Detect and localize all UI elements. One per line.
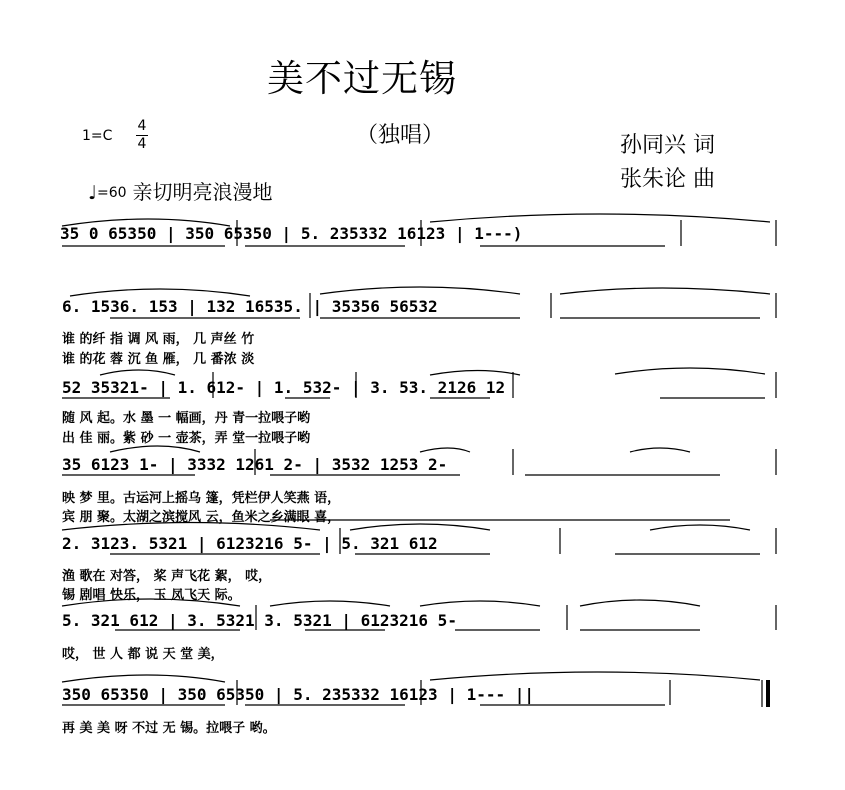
slur-mark <box>100 370 175 375</box>
composer-credit: 张朱论 曲 <box>620 167 715 192</box>
staff-row-5-lyric-1: 渔 歌在 对答， 桨 声飞花 絮， 哎， <box>62 569 272 584</box>
slur-mark <box>62 599 240 606</box>
key-signature: 1=C <box>82 128 113 144</box>
slur-mark <box>62 219 230 226</box>
slur-mark <box>320 287 520 294</box>
slur-mark <box>70 289 250 296</box>
slur-mark <box>430 672 760 680</box>
staff-row-2-lyric-1: 谁 的纤 指 调 风 雨， 几 声丝 竹 <box>62 332 255 347</box>
staff-row-5-lyric-2: 锡 剧唱 快乐， 玉 凤飞天 际。 <box>62 588 241 603</box>
staff-row-6-lyric-1: 哎， 世 人 都 说 天 堂 美， <box>62 647 224 662</box>
slur-mark <box>62 523 320 531</box>
slur-mark <box>420 448 470 452</box>
staff-row-1-notes: 35 0 65350 | 350 65350 | 5. 235332 16123 | 1---) <box>60 224 523 243</box>
slur-mark <box>430 214 770 222</box>
slur-mark <box>420 601 540 606</box>
slur-mark <box>110 446 200 452</box>
slur-mark <box>350 524 490 530</box>
slur-mark <box>270 601 390 606</box>
song-title: 美不过无锡 <box>267 57 457 100</box>
staff-row-7-notes: 350 65350 | 350 65350 | 5. 235332 16123 | 1--- || <box>62 685 535 704</box>
staff-row-5-notes: 2. 3123. 5321 | 6123216 5- | 5. 321 612 <box>62 534 438 553</box>
staff-row-3-notes: 52 35321- | 1. 612- | 1. 532- | 3. 53. 2126 12 <box>62 378 506 397</box>
staff-row-2-notes: 6. 1536. 153 | 132 16535. | 35356 56532 <box>62 297 438 316</box>
slur-mark <box>580 600 700 606</box>
tempo-value: =60 <box>96 185 127 201</box>
expression-text: 亲切明亮浪漫地 <box>132 180 273 204</box>
staff-row-2-lyric-2: 谁 的花 蓉 沉 鱼 雁， 几 番浓 淡 <box>62 352 255 367</box>
staff-row-4-lyric-1: 映 梦 里。古运河上摇乌 篷，凭栏伊人笑燕 语， <box>62 491 341 506</box>
time-signature-bottom: 4 <box>137 136 147 152</box>
slur-mark <box>62 675 225 682</box>
slur-mark <box>560 288 770 294</box>
final-barline-thick <box>766 680 770 707</box>
staff-row-3-lyric-1: 随 风 起。水 墨 一 幅画，丹 青一拉喂子哟 <box>62 411 311 426</box>
staff-row-3-lyric-2: 出 佳 丽。紫 砂 一 壶茶，弄 堂一拉喂子哟 <box>62 431 311 446</box>
slur-mark <box>430 371 520 376</box>
staff-row-6-notes: 5. 321 612 | 3. 5321 3. 5321 | 6123216 5- <box>62 611 457 630</box>
slur-mark <box>650 525 750 530</box>
song-subtitle: （独唱） <box>356 123 445 148</box>
slur-mark <box>615 368 765 374</box>
staff-row-4-lyric-2: 宾 朋 聚。太湖之滨搅风 云，鱼米之乡满眼 喜， <box>62 510 341 525</box>
lyricist-credit: 孙同兴 词 <box>620 133 715 158</box>
quarter-note-icon: ♩ <box>88 182 97 204</box>
staff-row-7-lyric-1: 再 美 美 呀 不过 无 锡。拉喂子 哟。 <box>62 721 276 736</box>
time-signature-top: 4 <box>137 118 147 134</box>
staff-row-4-notes: 35 6123 1- | 3332 1261 2- | 3532 1253 2- <box>62 455 448 474</box>
slur-mark <box>630 448 690 452</box>
